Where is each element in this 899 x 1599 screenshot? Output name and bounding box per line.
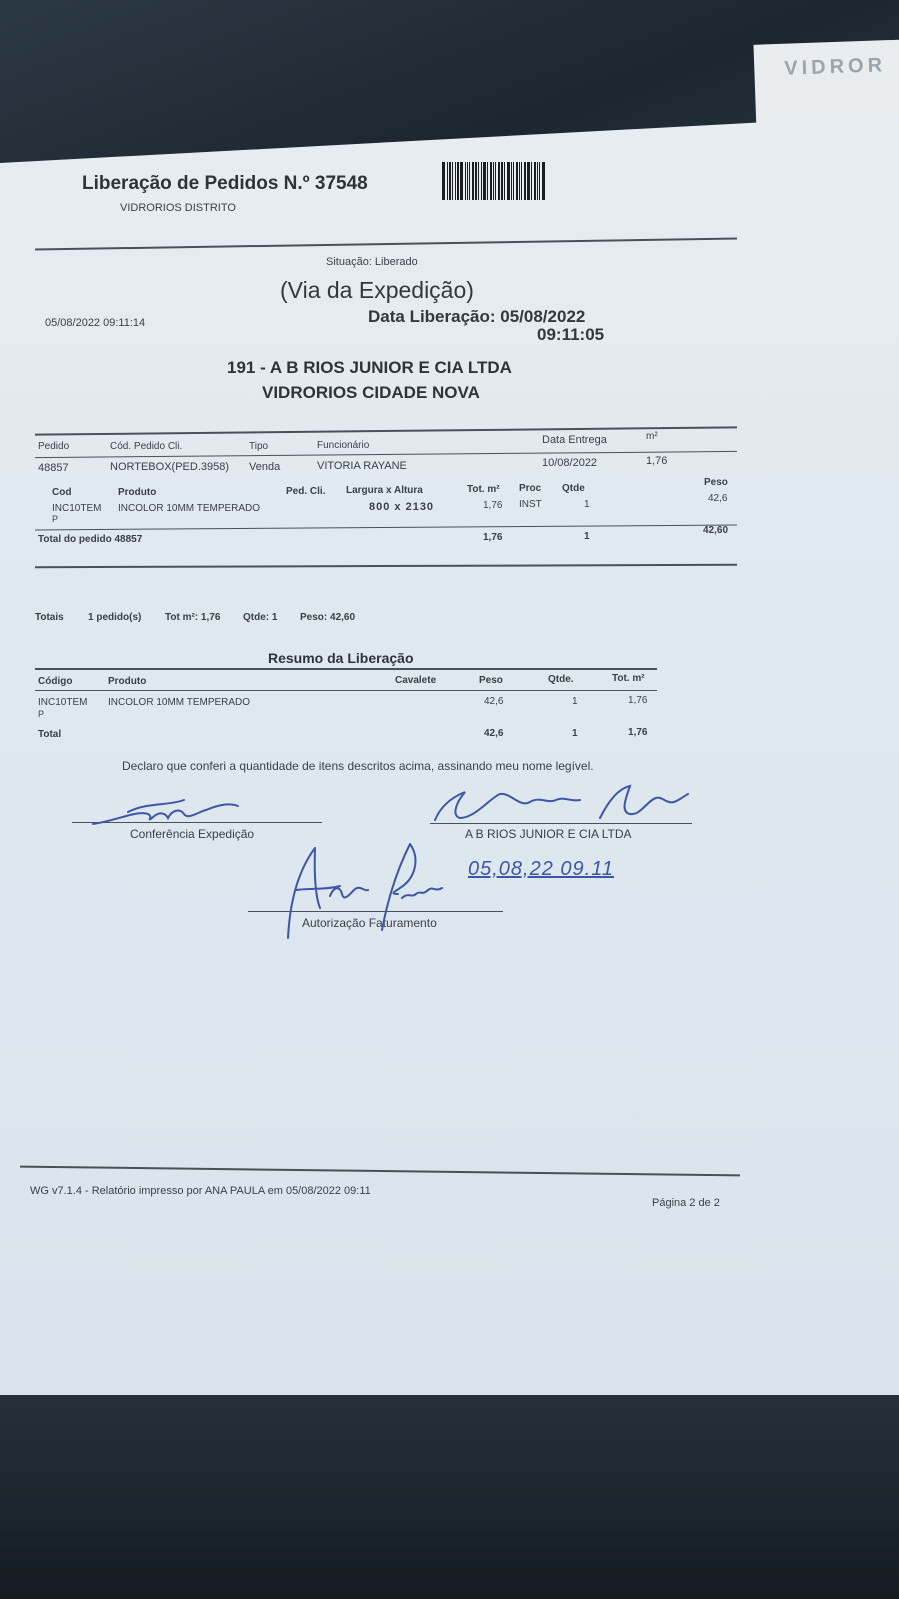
background-sheet-text: VIDROR [783,54,887,80]
item-dimensions: 800 x 2130 [369,501,435,513]
summary-qtde: 1 [572,696,578,707]
item-peso: 42,6 [708,493,728,504]
summary-col-tot-m2: Tot. m² [612,673,645,684]
order-type: Venda [249,461,281,473]
summary-col-qtde: Qtde. [548,674,574,685]
handwritten-signature-client [430,778,690,828]
summary-title: Resumo da Liberação [268,650,414,666]
summary-col-cavalete: Cavalete [395,675,437,686]
item-tot-m2: 1,76 [483,500,503,511]
declaration-text: Declaro que conferi a quantidade de itens descritos acima, assinando meu nome legível. [122,759,594,773]
summary-total-qtde: 1 [572,728,578,739]
signature-label-autorizacao: Autorização Faturamento [302,916,437,930]
summary-total-m2: 1,76 [628,727,648,738]
summary-total-label: Total [38,729,62,740]
release-time: 09:11:05 [537,325,605,344]
totals-label: Totais [35,612,64,623]
order-m2: 1,76 [646,455,668,467]
col-pedido: Pedido [38,441,70,452]
item-col-peso: Peso [704,477,728,488]
barcode [442,162,572,200]
totals-qtde: Qtde: 1 [243,612,278,623]
item-col-qtde: Qtde [562,483,585,494]
col-data-entrega: Data Entrega [542,434,607,446]
item-code: INC10TEM [52,503,102,514]
order-number: 48857 [38,462,69,474]
summary-peso: 42,6 [484,696,504,707]
release-date: Data Liberação: 05/08/2022 [368,307,586,326]
document-title: Liberação de Pedidos N.º 37548 [82,173,368,194]
summary-tot-m2: 1,76 [628,695,648,706]
summary-col-produto: Produto [108,676,147,687]
order-client-code: NORTEBOX(PED.3958) [110,461,230,473]
order-employee: VITORIA RAYANE [317,460,407,472]
col-funcionario: Funcionário [317,440,370,451]
item-col-dimensions: Largura x Altura [346,485,423,496]
order-total-qtde: 1 [584,531,590,542]
order-total-m2: 1,76 [483,532,503,543]
item-qtde: 1 [584,499,590,510]
item-col-cod: Cod [52,487,72,498]
order-delivery-date: 10/08/2022 [542,457,598,469]
summary-code-cont: P [38,709,45,719]
item-proc: INST [519,499,542,510]
footer-report-info: WG v7.1.4 - Relatório impresso por ANA PAULA em 05/08/2022 09:11 [30,1185,371,1197]
col-m2: m² [646,431,658,442]
summary-code: INC10TEM [38,697,88,708]
print-datetime: 05/08/2022 09:11:14 [45,317,146,329]
col-tipo: Tipo [249,441,269,452]
totals-peso: Peso: 42,60 [300,612,356,623]
background-bottom [0,1380,899,1599]
summary-total-peso: 42,6 [484,728,504,739]
item-product: INCOLOR 10MM TEMPERADO [118,503,261,514]
summary-col-codigo: Código [38,676,73,687]
signature-label-conferencia: Conferência Expedição [130,827,255,841]
order-total-peso: 42,60 [703,525,729,536]
company-name: VIDRORIOS DISTRITO [120,202,236,214]
summary-header-rule [35,690,657,691]
status-text: Situação: Liberado [326,256,418,268]
totals-m2: Tot m²: 1,76 [165,612,221,623]
handwritten-date: 05,08,22 09.11 [468,858,614,880]
via-title: (Via da Expedição) [280,277,474,303]
item-code-cont: P [52,514,59,524]
handwritten-signature-autorizacao [270,838,450,948]
client-store: VIDRORIOS CIDADE NOVA [262,383,480,402]
handwritten-signature-conferencia [88,792,248,832]
item-col-proc: Proc [519,483,542,494]
item-col-produto: Produto [118,487,157,498]
summary-col-peso: Peso [479,675,503,686]
item-col-ped-cli: Ped. Cli. [286,486,326,497]
signature-label-client: A B RIOS JUNIOR E CIA LTDA [465,827,632,841]
summary-product: INCOLOR 10MM TEMPERADO [108,697,251,708]
footer-page-number: Página 2 de 2 [652,1197,720,1209]
client-name: 191 - A B RIOS JUNIOR E CIA LTDA [227,358,512,377]
item-col-tot-m2: Tot. m² [467,484,500,495]
summary-top-rule [35,668,657,670]
col-cod-pedido-cli: Cód. Pedido Cli. [110,441,183,452]
order-total-label: Total do pedido 48857 [38,534,143,545]
totals-orders: 1 pedido(s) [88,612,142,623]
